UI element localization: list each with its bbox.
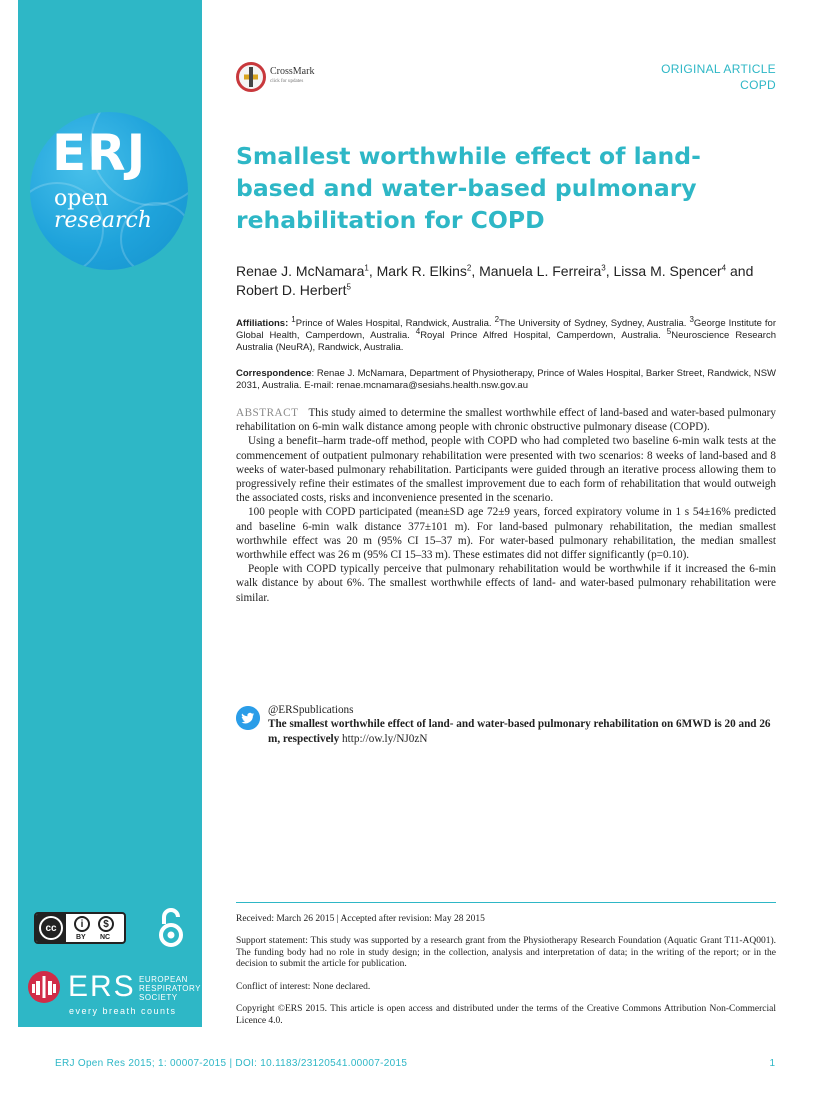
article-type-block: [661, 61, 776, 93]
cc-icon: cc: [36, 914, 66, 942]
copyright-statement: Copyright ©ERS 2015. This article is open access and distributed under the terms of the Creative Commons Attribution Non-Commercial Licence 4.0.: [236, 1004, 776, 1026]
logo-erj-text: ERJ: [52, 124, 147, 182]
tweet-handle[interactable]: @ERSpublications: [268, 704, 354, 716]
cc-nc-label: NC: [100, 934, 111, 941]
ers-tagline: every breath counts: [69, 1006, 177, 1016]
author-list: Renae J. McNamara$^1$, Mark R. Elkins$^2$, Manuela L. Ferreira$^3$, Lissa M. Spencer$^4$ and Robert D. Herbert$^5$: [236, 263, 754, 298]
article-title: Smallest worthwhile effect of land-based and water-based pulmonary rehabilitation for COPD: [236, 142, 701, 234]
received-dates: Received: March 26 2015 | Accepted after revision: May 28 2015: [236, 914, 485, 924]
abstract-paragraph: People with COPD typically perceive that pulmonary rehabilitation would be worthwhile if it increased the 6-min walk distance by about 6%. The smallest worthwhile effects of land- and water-based pulmonary rehabilitation were similar.: [236, 563, 776, 604]
abstract-paragraph: This study aimed to determine the smallest worthwhile effect of land-based and water-based pulmonary rehabilitation on 6-min walk distance among people with chronic obstructive pulmonary disease (COPD).: [236, 407, 776, 434]
abstract-label: ABSTRACT: [236, 407, 299, 419]
author-name[interactable]: Manuela L. Ferreira: [479, 263, 602, 279]
crossmark-button[interactable]: [236, 62, 314, 92]
attribution-icon: i: [74, 916, 90, 932]
tweet-text: The smallest worthwhile effect of land- and water-based pulmonary rehabilitation on 6MWD is 20 and 26 m, respectively http://ow.ly/NJ0zN: [268, 718, 771, 745]
crossmark-sub: click for updates: [270, 79, 304, 84]
tweet-link[interactable]: http://ow.ly/NJ0zN: [342, 733, 428, 745]
support-statement: Support statement: This study was supported by a research grant from the Physiotherapy Research Foundation (Aquatic Grant T11-AQ001). The funding body had no role in study design; in the collection, analysis and interpretation of data; in the writing of the report; or in the decision to submit the article for publication.: [236, 936, 776, 969]
crossmark-icon: [236, 62, 266, 92]
creative-commons-badge[interactable]: [34, 912, 126, 944]
crossmark-label: CrossMark: [270, 66, 315, 77]
abstract-paragraph: 100 people with COPD participated (mean±SD age 72±9 years, forced expiratory volume in 1 s 54±16% predicted and baseline 6-min walk distance 377±101 m). For land-based pulmonary rehabilitation, the median smallest worthwhile effect was 20 m (95% CI 15–37 m). For water-based pulmonary rehabilitation, the median smallest worthwhile effect was 26 m (95% CI 15–33 m). These estimates did not differ significantly (p=0.10).: [236, 506, 776, 562]
erj-open-research-logo[interactable]: [30, 112, 188, 270]
page-number: 1: [769, 1058, 775, 1069]
noncommercial-icon: $: [98, 916, 114, 932]
logo-open-text: open: [54, 186, 109, 211]
author-name[interactable]: Mark R. Elkins: [376, 263, 467, 279]
ers-lungs-icon: [27, 970, 61, 1004]
affiliations: Affiliations: $^1$Prince of Wales Hospital, Randwick, Australia. $^2$The University of Sydney, Sydney, Australia. $^3$George Institute for Global Health, Camperdown, Australia. $^4$Royal Prince Alfred Hospital, Camperdown, Australia. $^5$Neuroscience Research Australia (NeuRA), Randwick, Australia.: [236, 314, 776, 353]
footnote-divider: [236, 902, 776, 903]
author-name[interactable]: Renae J. McNamara: [236, 263, 365, 279]
twitter-icon[interactable]: [236, 706, 260, 730]
abstract-paragraph: Using a benefit–harm trade-off method, people with COPD who had completed two baseline 6-min walk tests at the commencement of outpatient pulmonary rehabilitation were presented with two scenarios: 8 weeks of land-based and 8 weeks of water-based pulmonary rehabilitation. Participants were guided through an iterative process allowing them to progressively refine their estimates of the smallest improvement due to each form of rehabilitation that would outweigh the associated costs, risks and inconvenience presented in the scenario.: [236, 435, 776, 505]
author-name[interactable]: Lissa M. Spencer: [613, 263, 722, 279]
abstract: [236, 406, 776, 605]
logo-research-text: research: [54, 208, 152, 233]
open-access-icon: [158, 908, 184, 948]
conflict-statement: Conflict of interest: None declared.: [236, 982, 371, 992]
ers-full-name: EUROPEAN RESPIRATORY SOCIETY: [139, 975, 201, 1002]
cc-by-label: BY: [76, 934, 86, 941]
citation-footer[interactable]: ERJ Open Res 2015; 1: 00007-2015 | DOI: 10.1183/23120541.00007-2015: [55, 1058, 408, 1069]
article-type: ORIGINAL ARTICLE: [661, 62, 776, 76]
correspondence: Correspondence: Renae J. McNamara, Department of Physiotherapy, Prince of Wales Hospital, Barker Street, Randwick, NSW 2031, Australia. E-mail: renae.mcnamara@sesiahs.health.nsw.gov.au: [236, 368, 776, 391]
ers-wordmark: ERS: [68, 970, 136, 1003]
author-name[interactable]: Robert D. Herbert: [236, 282, 347, 298]
article-subject: COPD: [740, 78, 776, 92]
